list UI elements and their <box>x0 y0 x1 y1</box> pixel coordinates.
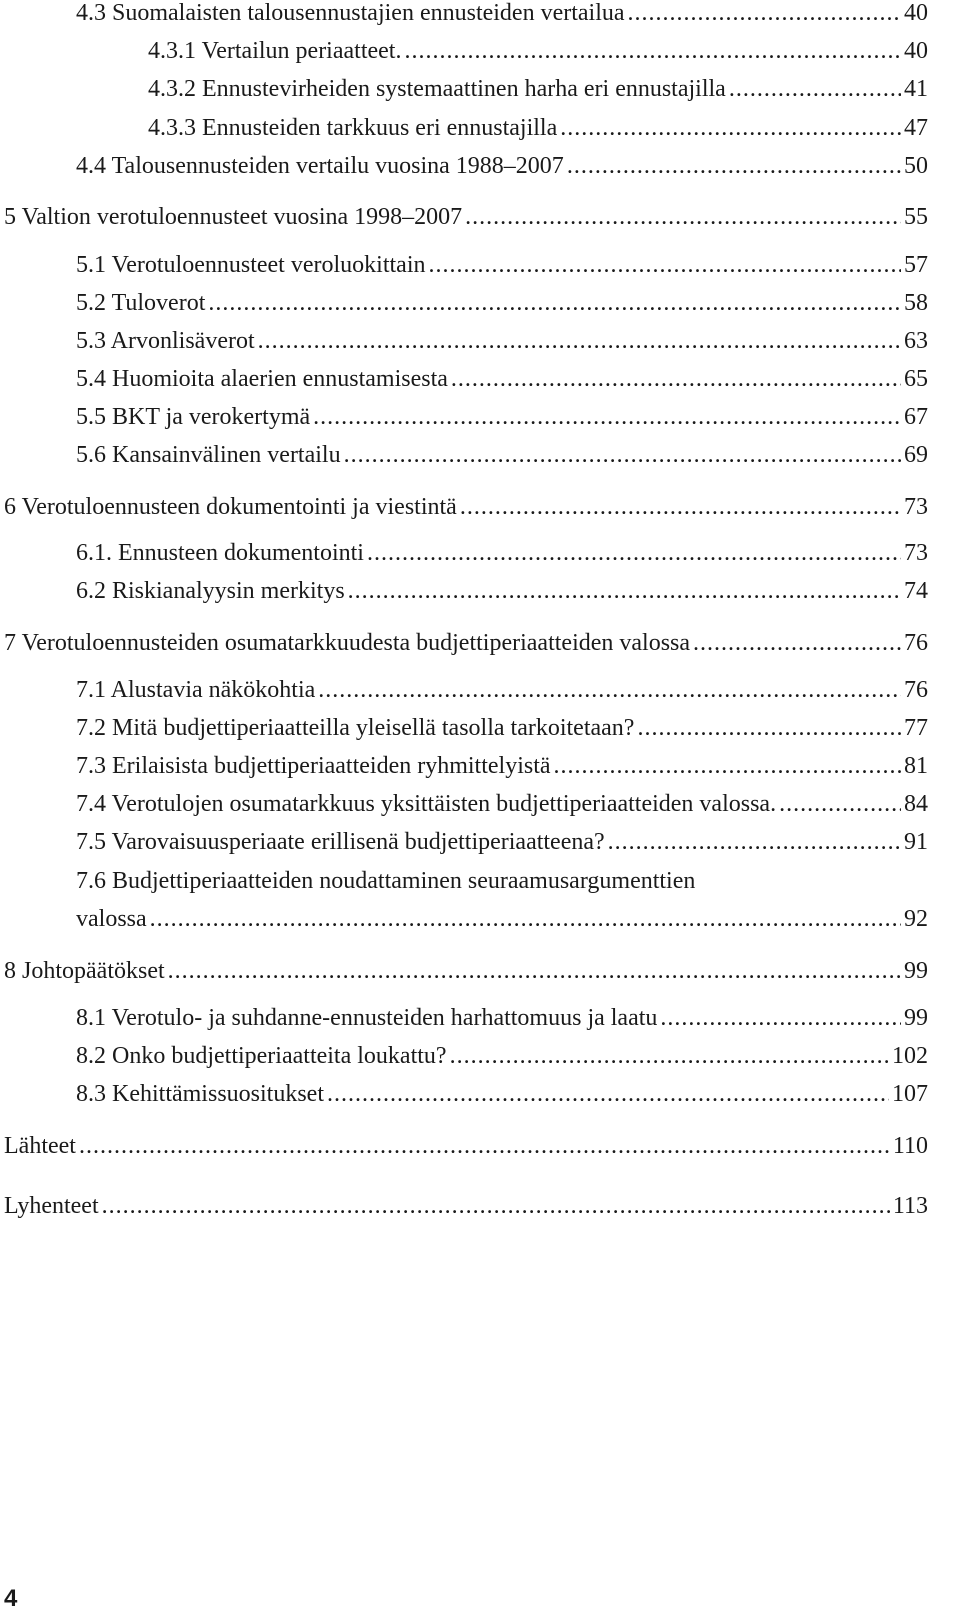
toc-entry-title: 8.3 Kehittämissuositukset <box>76 1081 324 1107</box>
toc-entry <box>76 713 928 743</box>
toc-entry-page: 84 <box>904 791 928 817</box>
toc-entry-title: 5.1 Verotuloennusteet veroluokittain <box>76 252 426 278</box>
toc-entry-title: 7.1 Alustavia näkökohtia <box>76 677 316 703</box>
toc-entry-title: 7.2 Mitä budjettiperiaatteilla yleisellä tasolla tarkoitetaan? <box>76 715 635 741</box>
toc-entry-title: valossa <box>76 906 147 932</box>
dot-leader <box>637 713 901 743</box>
toc-entry <box>4 202 928 232</box>
toc-entry <box>76 326 928 356</box>
dot-leader <box>367 538 901 568</box>
dot-leader <box>313 402 901 432</box>
toc-entry <box>76 402 928 432</box>
page-number: 4 <box>4 1585 18 1612</box>
toc-entry-title: 6.1. Ennusteen dokumentointi <box>76 540 364 566</box>
toc-entry <box>148 113 928 143</box>
toc-entry-page: 73 <box>904 540 928 566</box>
toc-entry-title: 8 Johtopäätökset <box>4 958 165 984</box>
toc-entry-page: 69 <box>904 442 928 468</box>
toc-entry-title: 4.3.3 Ennusteiden tarkkuus eri ennustajilla <box>148 115 558 141</box>
toc-entry-title: 5.4 Huomioita alaerien ennustamisesta <box>76 366 448 392</box>
toc-entry-page: 76 <box>904 677 928 703</box>
toc-entry <box>148 36 928 66</box>
toc-entry-page: 57 <box>904 252 928 278</box>
toc-entry-title: 5.6 Kansainvälinen vertailu <box>76 442 341 468</box>
toc-entry <box>76 576 928 606</box>
toc-entry-title: 4.3.1 Vertailun periaatteet. <box>148 38 402 64</box>
toc-entry-title: 4.4 Talousennusteiden vertailu vuosina 1988–2007 <box>76 153 564 179</box>
dot-leader <box>567 151 901 181</box>
toc-entry-page: 65 <box>904 366 928 392</box>
toc-entry-title: 6 Verotuloennusteen dokumentointi ja viestintä <box>4 494 457 520</box>
toc-entry <box>4 1191 928 1221</box>
dot-leader <box>460 492 901 522</box>
toc-entry-page: 99 <box>904 958 928 984</box>
toc-entry-page: 40 <box>904 0 928 26</box>
toc-entry-page: 50 <box>904 153 928 179</box>
toc-entry-title: 5.2 Tuloverot <box>76 290 206 316</box>
dot-leader <box>608 827 901 857</box>
toc-entry-page: 92 <box>904 906 928 932</box>
toc-entry <box>148 74 928 104</box>
dot-leader <box>327 1079 889 1109</box>
toc-entry <box>76 440 928 470</box>
toc-entry-page: 107 <box>892 1081 928 1107</box>
toc-entry <box>76 538 928 568</box>
dot-leader <box>660 1003 901 1033</box>
dot-leader <box>450 1041 889 1071</box>
toc-entry <box>76 0 928 28</box>
toc-entry <box>76 1079 928 1109</box>
toc-entry-title-first-line: 7.6 Budjettiperiaatteiden noudattaminen seuraamusargumenttien <box>76 868 696 894</box>
dot-leader <box>451 364 901 394</box>
dot-leader <box>150 904 901 934</box>
toc-entry-title: Lähteet <box>4 1133 76 1159</box>
toc-entry-title: 7.5 Varovaisuusperiaate erillisenä budjettiperiaatteena? <box>76 829 605 855</box>
toc-entry-page: 81 <box>904 753 928 779</box>
toc-entry <box>76 789 928 819</box>
toc-entry <box>4 492 928 522</box>
toc-entry <box>76 751 928 781</box>
toc-entry <box>76 904 928 934</box>
dot-leader <box>729 74 901 104</box>
toc-entry <box>76 364 928 394</box>
toc-entry <box>76 1041 928 1071</box>
toc-entry-page: 110 <box>892 1133 928 1159</box>
toc-entry-title: 4.3 Suomalaisten talousennustajien ennusteiden vertailua <box>76 0 625 26</box>
dot-leader <box>348 576 901 606</box>
toc-entry-title: 8.2 Onko budjettiperiaatteita loukattu? <box>76 1043 447 1069</box>
toc-entry-page: 113 <box>892 1193 928 1219</box>
toc-entry-page: 77 <box>904 715 928 741</box>
toc-entry <box>76 675 928 705</box>
dot-leader <box>779 789 901 819</box>
toc-entry <box>76 288 928 318</box>
toc-entry-page: 91 <box>904 829 928 855</box>
toc-entry <box>76 1003 928 1033</box>
dot-leader <box>628 0 901 28</box>
toc-entry-page: 47 <box>904 115 928 141</box>
toc-entry-page: 99 <box>904 1005 928 1031</box>
dot-leader <box>404 36 901 66</box>
toc-entry-page: 76 <box>904 630 928 656</box>
toc-entry <box>76 827 928 857</box>
toc-entry-title: 7.4 Verotulojen osumatarkkuus yksittäisten budjettiperiaatteiden valossa. <box>76 791 777 817</box>
toc-entry-title: 7.3 Erilaisista budjettiperiaatteiden ryhmittelyistä <box>76 753 551 779</box>
dot-leader <box>465 202 901 232</box>
dot-leader <box>429 250 902 280</box>
toc-entry-title: Lyhenteet <box>4 1193 99 1219</box>
toc-entry-title: 5.5 BKT ja verokertymä <box>76 404 311 430</box>
toc-entry-page: 58 <box>904 290 928 316</box>
dot-leader <box>344 440 901 470</box>
toc-entry-title: 7 Verotuloennusteiden osumatarkkuudesta budjettiperiaatteiden valossa <box>4 630 691 656</box>
toc-entry-page: 40 <box>904 38 928 64</box>
dot-leader <box>102 1191 890 1221</box>
toc-entry-page: 67 <box>904 404 928 430</box>
toc-entry-page: 41 <box>904 76 928 102</box>
dot-leader <box>208 288 901 318</box>
toc-entry <box>4 956 928 986</box>
dot-leader <box>693 628 901 658</box>
toc-entry-page: 55 <box>904 204 928 230</box>
dot-leader <box>318 675 901 705</box>
toc-entry-page: 63 <box>904 328 928 354</box>
toc-entry <box>4 1131 928 1161</box>
toc-entry-page: 73 <box>904 494 928 520</box>
toc-entry <box>4 628 928 658</box>
dot-leader <box>554 751 901 781</box>
dot-leader <box>258 326 901 356</box>
toc-entry <box>76 151 928 181</box>
toc-entry-title: 8.1 Verotulo- ja suhdanne-ennusteiden harhattomuus ja laatu <box>76 1005 658 1031</box>
toc-entry <box>76 250 928 280</box>
dot-leader <box>560 113 901 143</box>
toc-entry-title: 6.2 Riskianalyysin merkitys <box>76 578 345 604</box>
toc-entry-page: 102 <box>892 1043 928 1069</box>
toc-entry-page: 74 <box>904 578 928 604</box>
toc-entry-title: 4.3.2 Ennustevirheiden systemaattinen harha eri ennustajilla <box>148 76 726 102</box>
toc-entry-title: 5.3 Arvonlisäverot <box>76 328 255 354</box>
toc-entry-title: 5 Valtion verotuloennusteet vuosina 1998–2007 <box>4 204 463 230</box>
dot-leader <box>168 956 901 986</box>
dot-leader <box>79 1131 890 1161</box>
